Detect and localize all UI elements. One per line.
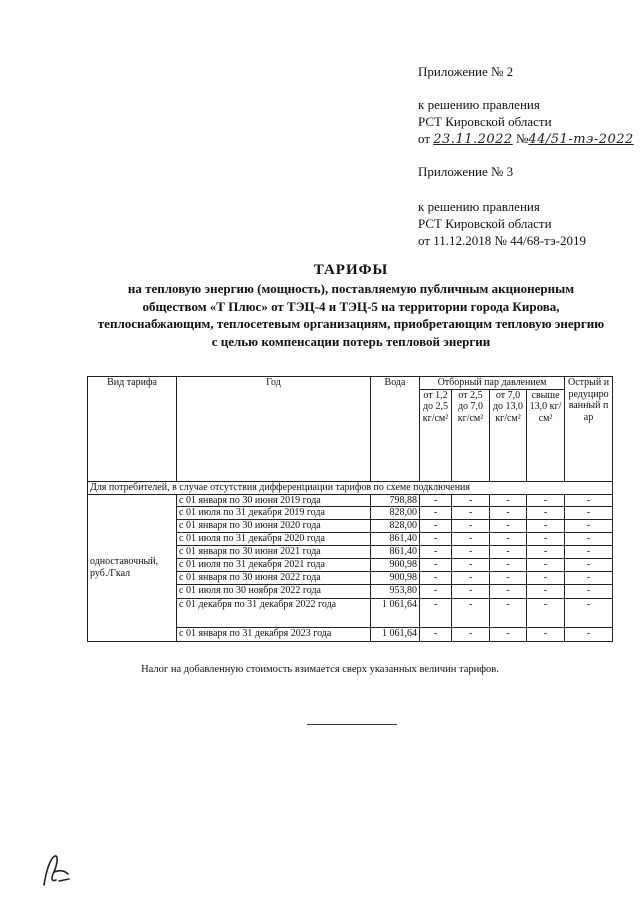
period-cell: с 01 января по 31 декабря 2023 года [177,628,371,642]
steam-sharp-cell: - [565,599,613,628]
steam-1-cell: - [420,559,452,572]
table-row [88,494,613,507]
steam-4-cell: - [527,599,565,628]
steam-4-cell: - [527,533,565,546]
water-cell: 1 061,64 [371,599,420,628]
appendix-3-line2: РСТ Кировской области [418,216,552,231]
water-cell: 1 061,64 [371,628,420,642]
document-title: ТАРИФЫ [313,262,389,278]
tariff-table [87,376,613,642]
header-steam-1: от 1,2 до 2,5 кг/см² [420,389,452,481]
header-steam-sharp: Острый и редуцированный пар [565,377,613,482]
steam-4-cell: - [527,628,565,642]
steam-3-cell: - [490,507,527,520]
header-row-1 [88,377,613,390]
section-label: Для потребителей, в случае отсутствия дифференциации тарифов по схеме подключения [88,481,613,494]
appendix-3-line1: к решению правления [418,199,540,214]
steam-4-cell: - [527,546,565,559]
steam-2-cell: - [452,546,490,559]
header-steam-2: от 2,5 до 7,0 кг/см² [452,389,490,481]
appendix-2-line2: РСТ Кировской области [418,114,552,129]
steam-3-cell: - [490,559,527,572]
closing-rule [307,724,397,725]
steam-3-cell: - [490,494,527,507]
steam-4-cell: - [527,494,565,507]
steam-3-cell: - [490,520,527,533]
period-cell: с 01 декабря по 31 декабря 2022 года [177,599,371,628]
steam-sharp-cell: - [565,507,613,520]
period-cell: с 01 января по 30 июня 2022 года [177,572,371,585]
steam-3-cell: - [490,546,527,559]
water-cell: 900,98 [371,559,420,572]
period-cell: с 01 января по 30 июня 2021 года [177,546,371,559]
steam-4-cell: - [527,507,565,520]
steam-2-cell: - [452,533,490,546]
appendix-3-line3: от 11.12.2018 № 44/68-тэ-2019 [418,233,587,248]
water-cell: 861,40 [371,546,420,559]
steam-2-cell: - [452,585,490,599]
steam-sharp-cell: - [565,533,613,546]
period-cell: с 01 июля по 30 ноября 2022 года [177,585,371,599]
appendix-2-from-label: от [418,131,431,146]
water-cell: 828,00 [371,507,420,520]
steam-1-cell: - [420,520,452,533]
steam-2-cell: - [452,520,490,533]
steam-3-cell: - [490,585,527,599]
water-cell: 798,88 [371,494,420,507]
steam-sharp-cell: - [565,628,613,642]
steam-3-cell: - [490,533,527,546]
header-steam-3: от 7,0 до 13,0 кг/см² [490,389,527,481]
steam-1-cell: - [420,507,452,520]
steam-1-cell: - [420,533,452,546]
period-cell: с 01 января по 30 июня 2020 года [177,520,371,533]
steam-2-cell: - [452,599,490,628]
header-type: Вид тарифа [88,377,177,482]
steam-2-cell: - [452,559,490,572]
water-cell: 953,80 [371,585,420,599]
steam-sharp-cell: - [565,585,613,599]
steam-sharp-cell: - [565,572,613,585]
water-cell: 900,98 [371,572,420,585]
steam-2-cell: - [452,572,490,585]
header-steam-group: Отборный пар давлением [420,377,565,390]
vat-note: Налог на добавленную стоимость взимается сверх указанных величин тарифов. [141,664,499,675]
steam-3-cell: - [490,628,527,642]
header-year: Год [177,377,371,482]
period-cell: с 01 июля по 31 декабря 2021 года [177,559,371,572]
handwritten-number: 44/51-тэ-2022 [528,132,634,147]
appendix-2-line3 [418,130,634,148]
water-cell: 828,00 [371,520,420,533]
period-cell: с 01 июля по 31 декабря 2019 года [177,507,371,520]
appendix-2-number-sign: № [515,131,529,146]
header-steam-4: свыше 13,0 кг/см² [527,389,565,481]
steam-3-cell: - [490,599,527,628]
period-cell: с 01 января по 30 июня 2019 года [177,494,371,507]
table-body [88,494,613,642]
steam-3-cell: - [490,572,527,585]
steam-1-cell: - [420,572,452,585]
section-row [88,481,613,494]
steam-4-cell: - [527,559,565,572]
steam-4-cell: - [527,572,565,585]
steam-4-cell: - [527,520,565,533]
steam-1-cell: - [420,546,452,559]
steam-1-cell: - [420,494,452,507]
steam-1-cell: - [420,585,452,599]
handwritten-date: 23.11.2022 [433,132,513,147]
period-cell: с 01 июля по 31 декабря 2020 года [177,533,371,546]
header-water: Вода [371,377,420,482]
tariff-type-cell: одноставочный, руб./Гкал [88,494,177,642]
appendix-2-line1: к решению правления [418,97,540,112]
steam-2-cell: - [452,628,490,642]
document-subtitle: на тепловую энергию (мощность), поставляемую публичным акционерным обществом «Т Плюс» от ТЭЦ-4 и ТЭЦ-5 на территории города Кирова, теплоснабжающим, теплосетевым организациям, приобретающим тепловую энергию с целью компенсации потерь тепловой энергии [97,281,605,349]
steam-sharp-cell: - [565,520,613,533]
steam-1-cell: - [420,599,452,628]
steam-2-cell: - [452,507,490,520]
steam-1-cell: - [420,628,452,642]
steam-2-cell: - [452,494,490,507]
steam-4-cell: - [527,585,565,599]
steam-sharp-cell: - [565,494,613,507]
steam-sharp-cell: - [565,546,613,559]
water-cell: 861,40 [371,533,420,546]
appendix-3-title: Приложение № 3 [418,164,514,179]
appendix-2-title: Приложение № 2 [418,64,514,79]
signature-mark [40,852,74,888]
steam-sharp-cell: - [565,559,613,572]
